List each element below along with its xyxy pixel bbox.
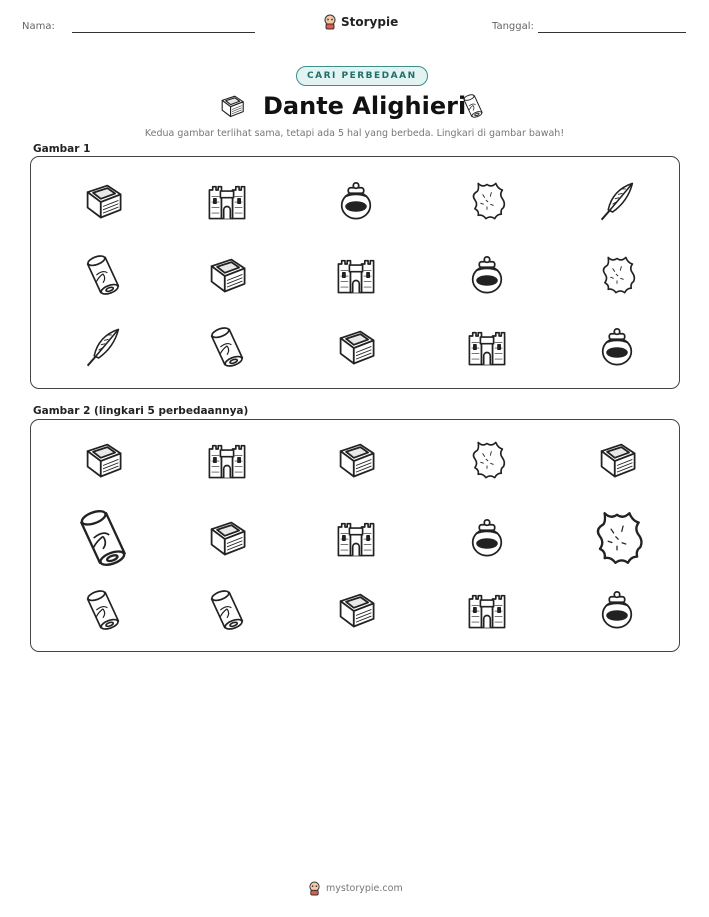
book-icon[interactable] [595, 438, 639, 482]
hide-icon[interactable] [586, 507, 648, 569]
jar-icon[interactable] [595, 588, 639, 632]
footer [308, 881, 403, 896]
book-icon [334, 325, 378, 369]
quill-icon [81, 325, 125, 369]
page-title: Dante Alighieri [263, 92, 467, 120]
scroll-icon[interactable] [72, 507, 134, 569]
picture-2-panel[interactable] [30, 419, 680, 652]
jar-icon [334, 179, 378, 223]
date-label: Tanggal: [492, 21, 534, 32]
book-icon [81, 179, 125, 223]
scroll-icon[interactable] [81, 588, 125, 632]
book-icon[interactable] [334, 438, 378, 482]
picture-1-panel [30, 156, 680, 389]
section-1-label: Gambar 1 [33, 143, 91, 155]
scroll-icon [205, 325, 249, 369]
date-field[interactable] [538, 32, 686, 33]
book-icon[interactable] [81, 438, 125, 482]
quill-icon [595, 179, 639, 223]
scroll-icon [81, 253, 125, 297]
hide-icon [465, 179, 509, 223]
name-field[interactable] [72, 32, 255, 33]
footer-site[interactable]: mystorypie.com [326, 883, 403, 894]
hide-icon [595, 253, 639, 297]
storypie-mascot-icon [323, 14, 337, 30]
castle-icon [465, 325, 509, 369]
castle-icon[interactable] [334, 516, 378, 560]
castle-icon[interactable] [465, 588, 509, 632]
jar-icon [465, 253, 509, 297]
book-icon [218, 92, 246, 124]
castle-icon [205, 179, 249, 223]
jar-icon [595, 325, 639, 369]
castle-icon [334, 253, 378, 297]
name-label: Nama: [22, 21, 55, 32]
book-icon [205, 253, 249, 297]
castle-icon[interactable] [205, 438, 249, 482]
brand-logo [323, 14, 398, 30]
activity-tag: CARI PERBEDAAN [296, 66, 428, 86]
book-icon[interactable] [205, 516, 249, 560]
brand-name: Storypie [341, 15, 399, 29]
instructions: Kedua gambar terlihat sama, tetapi ada 5 hal yang berbeda. Lingkari di gambar bawah! [144, 128, 565, 139]
scroll-icon[interactable] [205, 588, 249, 632]
storypie-mascot-icon [308, 881, 321, 896]
hide-icon[interactable] [465, 438, 509, 482]
jar-icon[interactable] [465, 516, 509, 560]
section-2-label: Gambar 2 (lingkari 5 perbedaannya) [33, 405, 249, 417]
book-icon[interactable] [334, 588, 378, 632]
scroll-icon [460, 92, 486, 124]
